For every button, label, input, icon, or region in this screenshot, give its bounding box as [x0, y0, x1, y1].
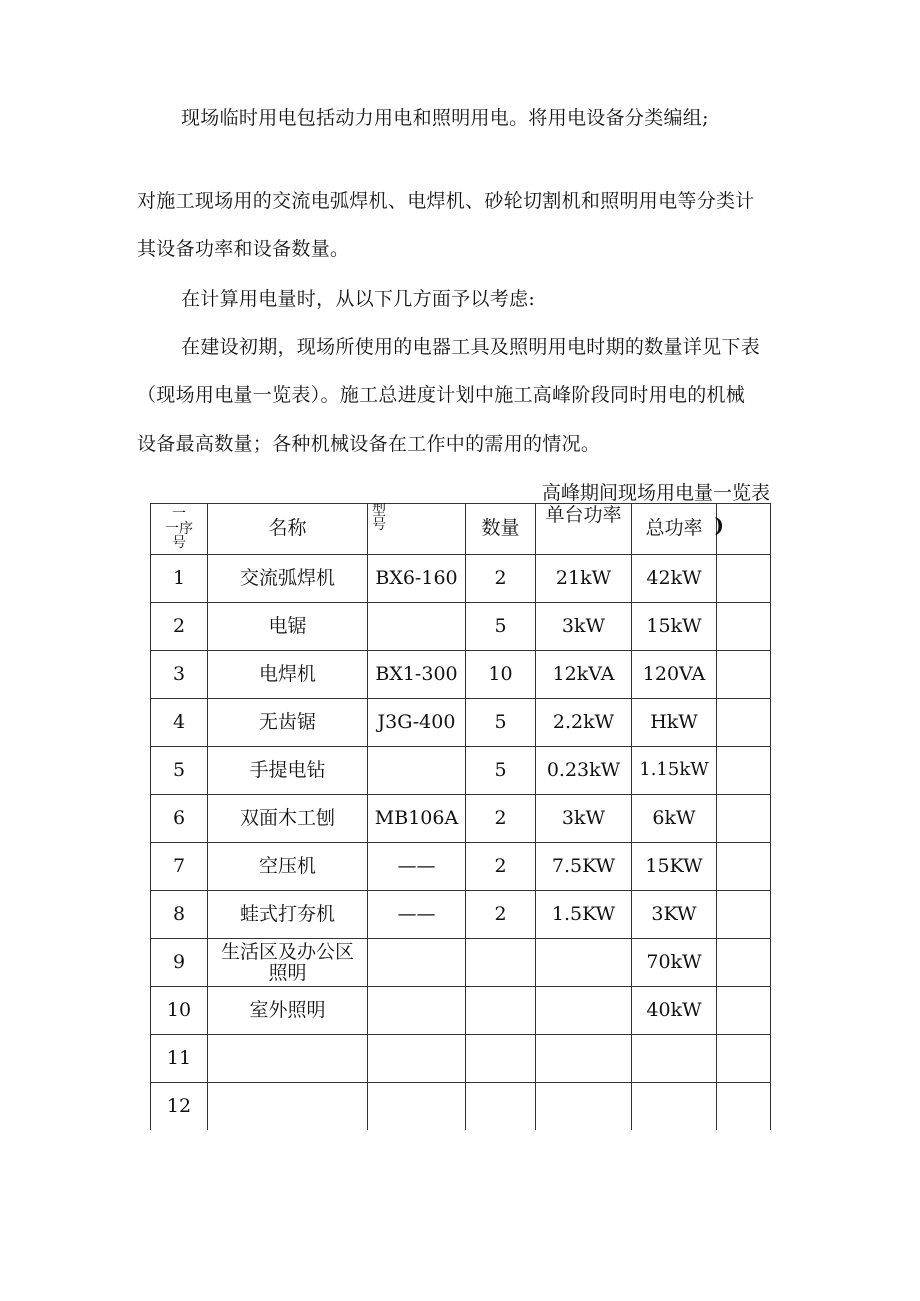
cell-no: 4 [151, 699, 208, 747]
cell-extra [717, 795, 771, 843]
cell-extra [717, 939, 771, 987]
cell-no: 1 [151, 555, 208, 603]
cell-no: 9 [151, 939, 208, 987]
header-unit-power: 单台功率 [536, 504, 632, 555]
header-total-power: 总功率 ) [632, 504, 717, 555]
cell-qty [466, 1035, 536, 1083]
cell-model [368, 939, 466, 987]
cell-total-power: 15KW [632, 843, 717, 891]
cell-total-power: 6kW [632, 795, 717, 843]
cell-model: —— [368, 843, 466, 891]
cell-name: 蛙式打夯机 [208, 891, 368, 939]
cell-name: 室外照明 [208, 987, 368, 1035]
header-seq: 一 一序 号 [151, 504, 208, 555]
cell-extra [717, 651, 771, 699]
cell-unit-power: 1.5KW [536, 891, 632, 939]
table-row [151, 843, 771, 891]
cell-name: 无齿锯 [208, 699, 368, 747]
cell-unit-power: 2.2kW [536, 699, 632, 747]
cell-model: J3G-400 [368, 699, 466, 747]
header-mark: ) [714, 513, 724, 537]
cell-extra [717, 747, 771, 795]
cell-extra [717, 555, 771, 603]
paragraph-2-line-2: 其设备功率和设备数量。 [137, 238, 350, 260]
header-quantity: 数量 [466, 504, 536, 555]
cell-name: 手提电钻 [208, 747, 368, 795]
cell-no: 11 [151, 1035, 208, 1083]
table-row [151, 699, 771, 747]
cell-unit-power: 12kVA [536, 651, 632, 699]
paragraph-1: 现场临时用电包括动力用电和照明用电。将用电设备分类编组; [181, 107, 709, 129]
cell-no: 8 [151, 891, 208, 939]
header-model: 型 号 [368, 504, 466, 555]
cell-no: 6 [151, 795, 208, 843]
cell-no: 3 [151, 651, 208, 699]
cell-no: 7 [151, 843, 208, 891]
cell-extra [717, 987, 771, 1035]
cell-total-power [632, 1035, 717, 1083]
cell-unit-power [536, 939, 632, 987]
cell-total-power: 1.15kW [632, 747, 717, 795]
cell-qty: 2 [466, 843, 536, 891]
cell-name: 电锯 [208, 603, 368, 651]
table-row [151, 1035, 771, 1083]
cell-qty [466, 1083, 536, 1131]
cell-unit-power: 3kW [536, 603, 632, 651]
cell-unit-power: 0.23kW [536, 747, 632, 795]
paragraph-4-line-1: 在建设初期，现场所使用的电器工具及照明用电时期的数量详见下表 [181, 336, 761, 358]
cell-total-power: 70kW [632, 939, 717, 987]
cell-unit-power [536, 1083, 632, 1131]
cell-extra [717, 1035, 771, 1083]
cell-qty: 2 [466, 795, 536, 843]
cell-no: 12 [151, 1083, 208, 1131]
cell-total-power: HkW [632, 699, 717, 747]
cell-name: 生活区及办公区 照明 [208, 939, 368, 987]
cell-no: 10 [151, 987, 208, 1035]
cell-model [368, 987, 466, 1035]
cell-model: BX6-160 [368, 555, 466, 603]
cell-name: 空压机 [208, 843, 368, 891]
cell-unit-power: 21kW [536, 555, 632, 603]
table-row [151, 939, 771, 987]
cell-model [368, 603, 466, 651]
cell-no: 5 [151, 747, 208, 795]
cell-name: 交流弧焊机 [208, 555, 368, 603]
table-row [151, 891, 771, 939]
cell-total-power [632, 1083, 717, 1131]
cell-extra [717, 699, 771, 747]
cell-qty [466, 987, 536, 1035]
table-row [151, 1083, 771, 1131]
cell-qty: 10 [466, 651, 536, 699]
cell-qty: 5 [466, 699, 536, 747]
cell-unit-power [536, 1035, 632, 1083]
cell-extra [717, 1083, 771, 1131]
cell-qty: 5 [466, 747, 536, 795]
paragraph-4-line-3: 设备最高数量；各种机械设备在工作中的需用的情况。 [137, 433, 601, 455]
table-row [151, 795, 771, 843]
cell-qty: 5 [466, 603, 536, 651]
table-row [151, 651, 771, 699]
cell-model: MB106A [368, 795, 466, 843]
cell-qty: 2 [466, 891, 536, 939]
cell-unit-power [536, 987, 632, 1035]
header-extra [714, 504, 771, 555]
cell-model: —— [368, 891, 466, 939]
cell-qty: 2 [466, 555, 536, 603]
power-usage-table [150, 503, 771, 1130]
cell-qty [466, 939, 536, 987]
cell-total-power: 40kW [632, 987, 717, 1035]
table-row [151, 603, 771, 651]
cell-model [368, 1035, 466, 1083]
cell-unit-power: 7.5KW [536, 843, 632, 891]
table-row [151, 555, 771, 603]
cell-extra [717, 603, 771, 651]
cell-extra [717, 843, 771, 891]
table-row [151, 987, 771, 1035]
cell-total-power: 3KW [632, 891, 717, 939]
paragraph-2-line-1: 对施工现场用的交流电弧焊机、电焊机、砂轮切割机和照明用电等分类计 [137, 190, 755, 212]
cell-unit-power: 3kW [536, 795, 632, 843]
table-row [151, 747, 771, 795]
paragraph-3: 在计算用电量时，从以下几方面予以考虑: [181, 288, 536, 310]
cell-no: 2 [151, 603, 208, 651]
cell-name: 电焊机 [208, 651, 368, 699]
cell-extra [717, 891, 771, 939]
cell-name [208, 1035, 368, 1083]
cell-name: 双面木工刨 [208, 795, 368, 843]
header-name: 名称 [208, 504, 368, 555]
table-caption: 高峰期间现场用电量一览表 [542, 482, 771, 504]
table-header-row [151, 504, 771, 555]
cell-model: BX1-300 [368, 651, 466, 699]
paragraph-4-line-2: （现场用电量一览表）。施工总进度计划中施工高峰阶段同时用电的机械 [137, 384, 746, 406]
cell-model [368, 747, 466, 795]
cell-total-power: 120VA [632, 651, 717, 699]
cell-name [208, 1083, 368, 1131]
cell-total-power: 42kW [632, 555, 717, 603]
cell-model [368, 1083, 466, 1131]
cell-total-power: 15kW [632, 603, 717, 651]
